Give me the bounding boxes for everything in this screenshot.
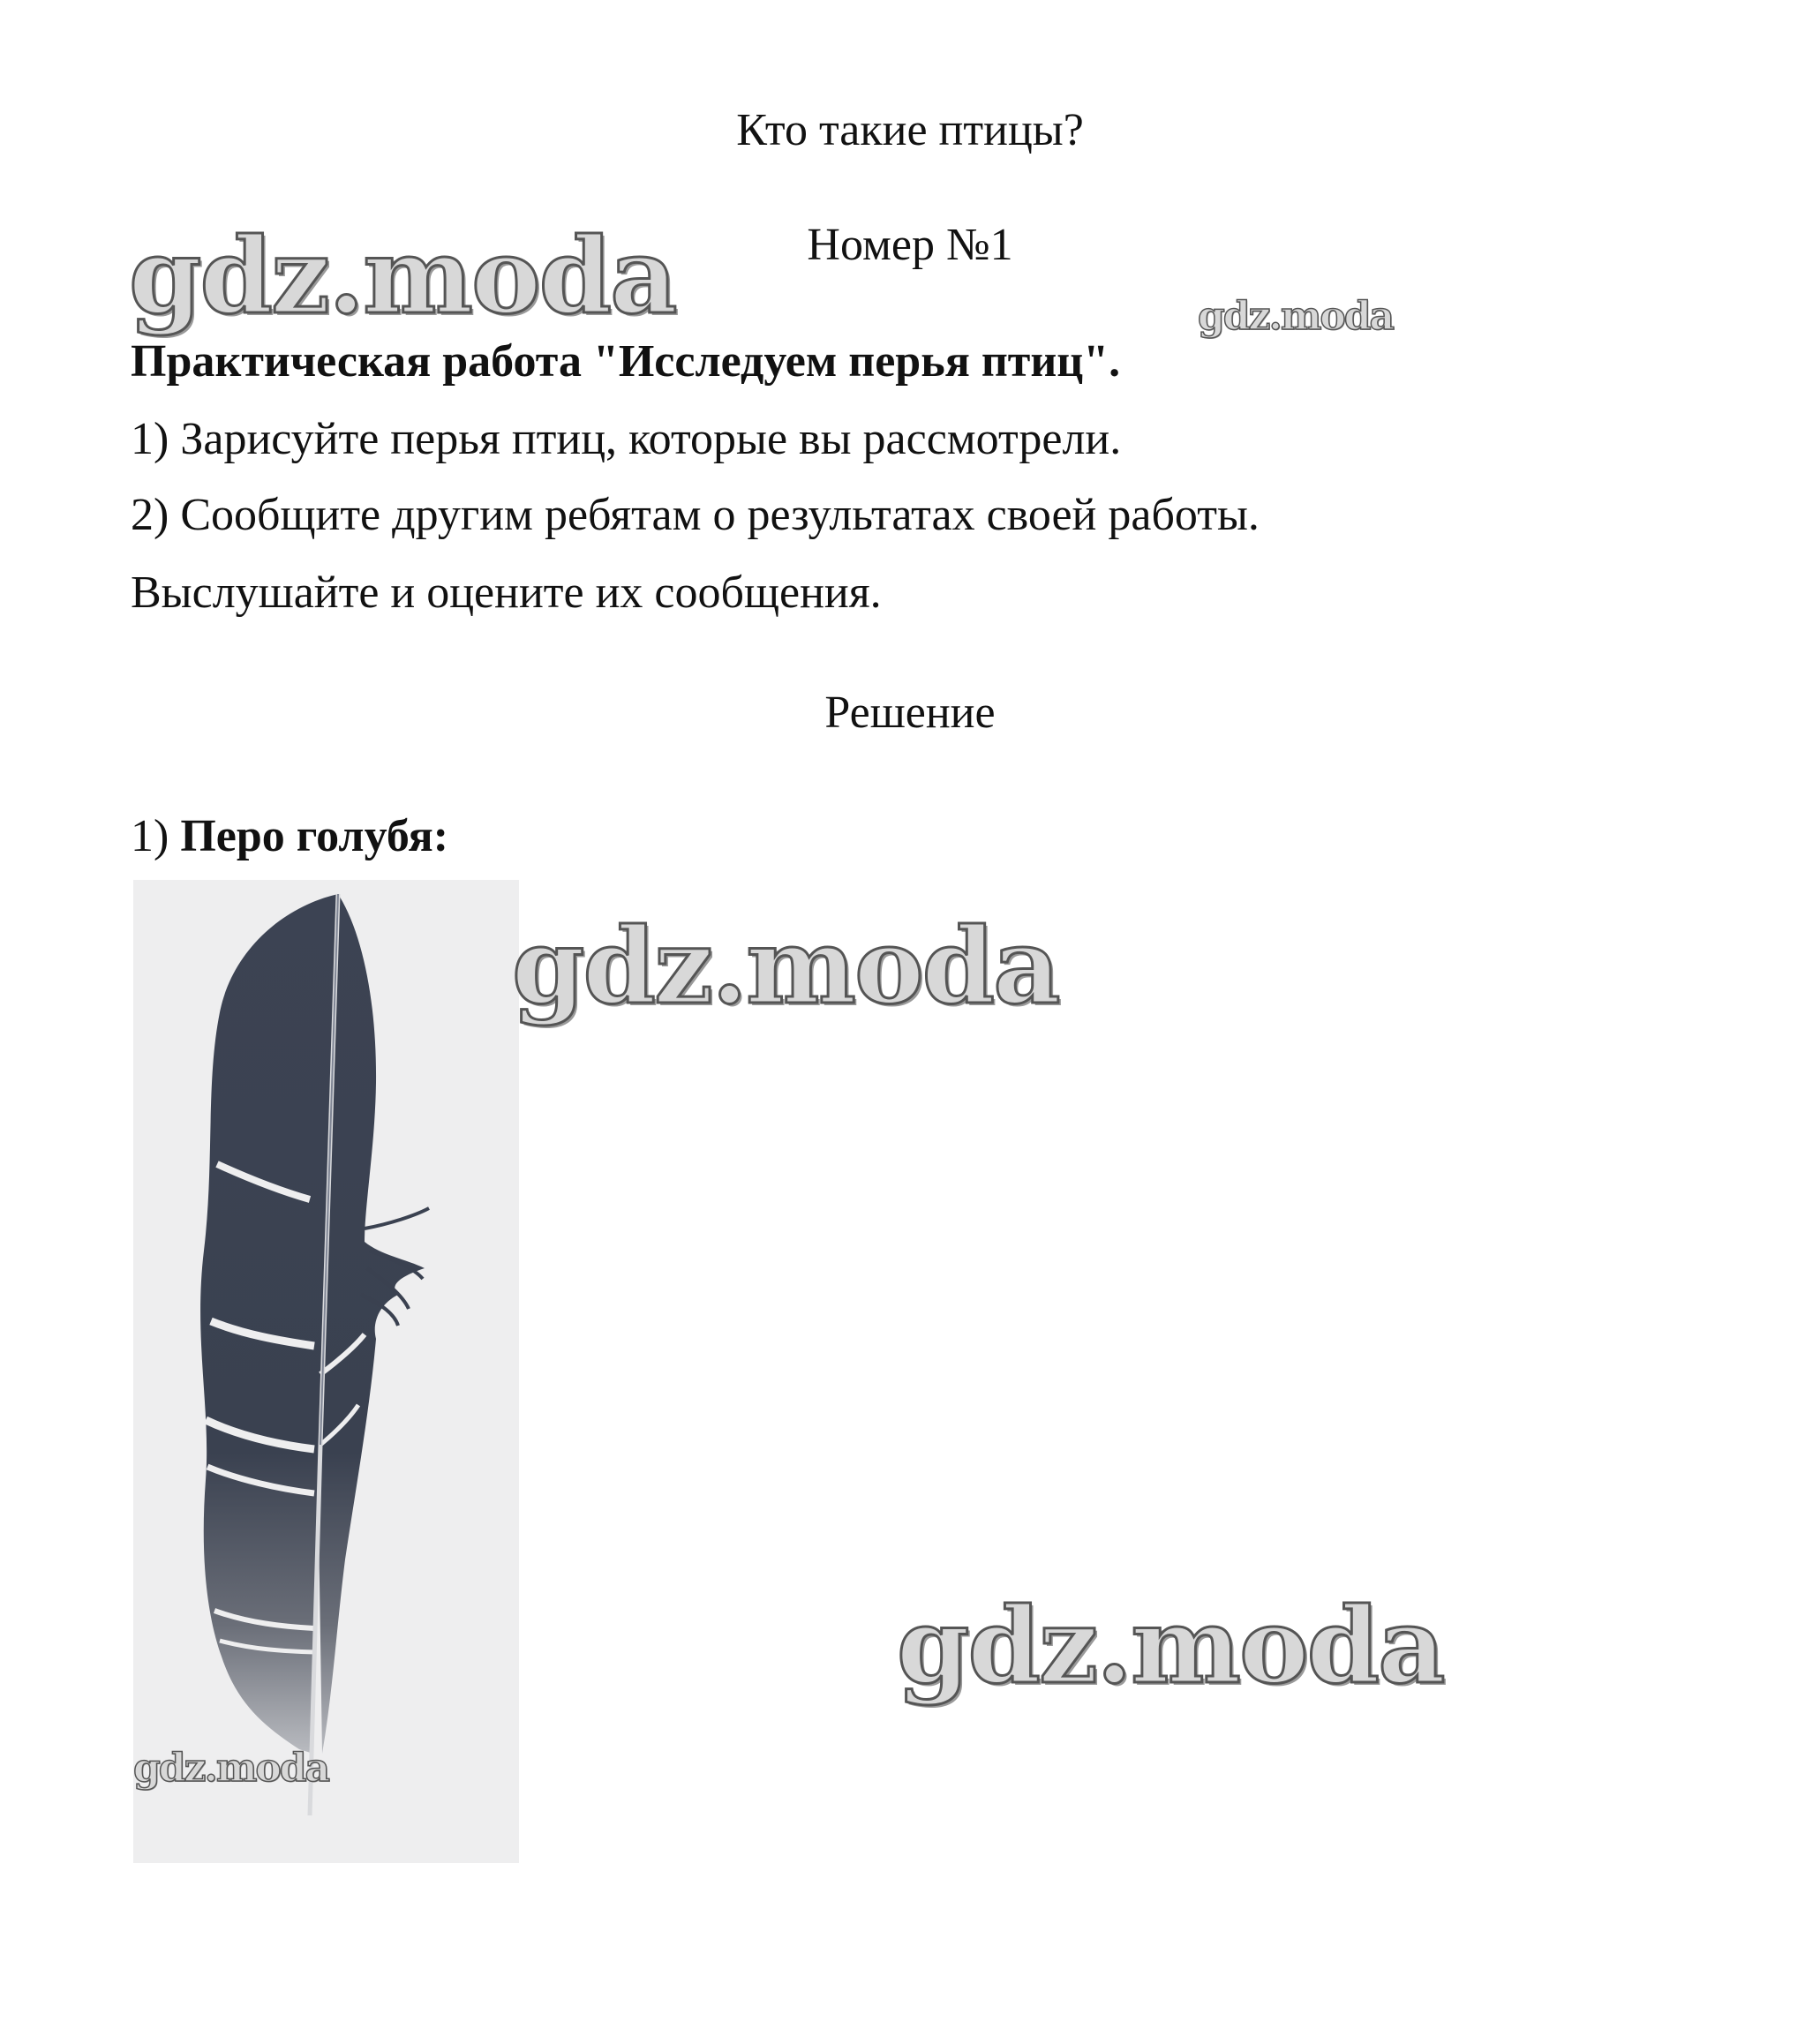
task-item: 2) Сообщите другим ребятам о результатах своей работы. [131, 490, 1260, 540]
solution-item-number: 1) [131, 811, 169, 861]
watermark-logo: gdz.moda [897, 1584, 1444, 1707]
watermark-logo: gdz.moda [129, 214, 676, 337]
task-item: 1) Зарисуйте перья птиц, которые вы рассмотрели. [131, 414, 1122, 464]
watermark-logo: gdz.moda [512, 905, 1059, 1027]
task-continuation: Выслушайте и оцените их сообщения. [131, 567, 882, 618]
solution-item-label: Перо голубя: [180, 811, 449, 861]
solution-heading: Решение [824, 688, 996, 738]
watermark-logo: gdz.moda [133, 1746, 329, 1791]
pigeon-feather-icon [133, 880, 519, 1863]
task-title: Практическая работа "Исследуем перья птиц". [131, 336, 1121, 387]
task-number: Номер №1 [807, 220, 1013, 270]
page-topic: Кто такие птицы? [736, 105, 1084, 155]
pigeon-feather-image [133, 880, 519, 1863]
solution-item [131, 810, 448, 863]
watermark-logo: gdz.moda [1198, 294, 1394, 339]
